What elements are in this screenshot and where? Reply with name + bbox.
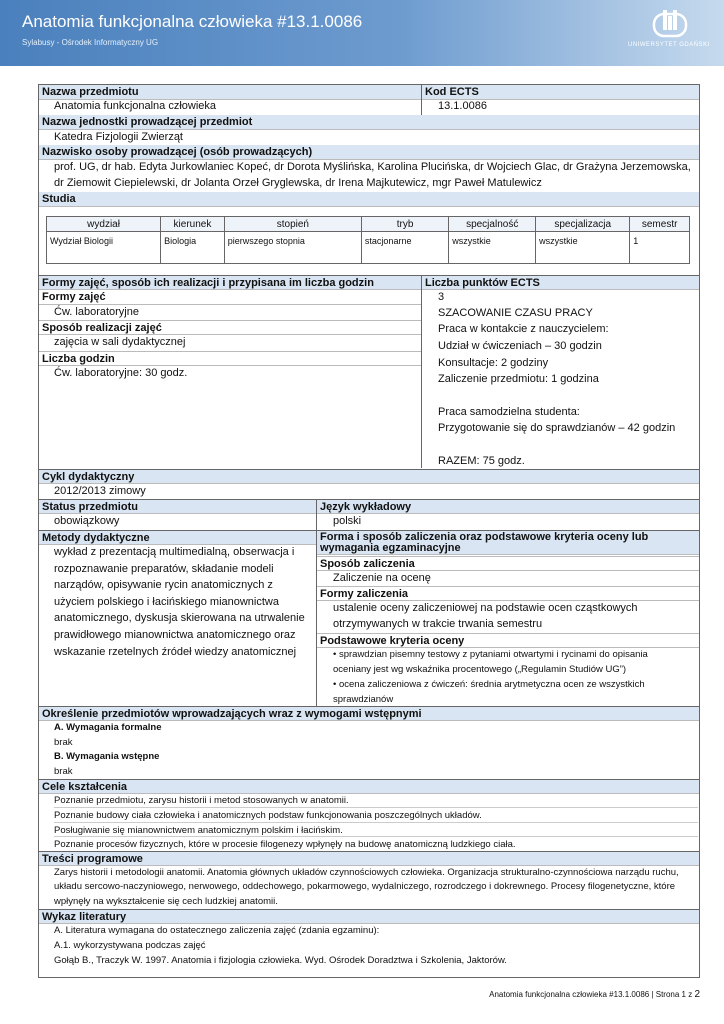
prereq-label: Określenie przedmiotów wprowadzających wraz z wymogami wstępnymi — [39, 706, 699, 721]
studies-cell: wszystkie — [536, 232, 630, 264]
goals-line: Poznanie procesów fizycznych, które w procesie filogenezy wpłynęły na budowę anatomiczną ludzkiego ciała. — [54, 836, 698, 852]
methods-line: narządów, opisywanie rycin anatomicznych z — [54, 579, 273, 591]
ects-line: Praca samodzielna studenta: — [438, 406, 580, 418]
content-line: wpłynęły na wykształcenie się cech ludzkiej anatomii. — [54, 896, 278, 907]
status-value: obowiązkowy — [54, 515, 120, 527]
ects-line: Praca w kontakcie z nauczycielem: — [438, 323, 609, 335]
forms-section-label: Formy zajęć, sposób ich realizacji i przypisana im liczba godzin — [39, 275, 421, 290]
assessment-label-line: wymagania egzaminacyjne — [320, 542, 461, 554]
assessment-forms-line: otrzymywanych w trakcie trwania semestru — [333, 618, 543, 630]
assessment-forms-label: Formy zaliczenia — [317, 586, 699, 601]
assessment-label-line: Forma i sposób zaliczenia oraz podstawowe kryteria oceny lub — [320, 531, 649, 543]
studies-header: kierunek — [161, 217, 225, 232]
ects-line: Konsultacje: 2 godziny — [438, 357, 549, 369]
goals-line: Poznanie budowy ciała człowieka i anatomicznych podstaw funkcjonowania poszczególnych układów. — [54, 807, 698, 823]
criteria-line: • ocena zaliczeniowa z ćwiczeń: średnia arytmetyczna ocen ze wszystkich — [333, 679, 645, 690]
methods-label: Metody dydaktyczne — [39, 530, 316, 545]
prereq-b-value: brak — [54, 766, 73, 777]
literature-line: Gołąb B., Traczyk W. 1997. Anatomia i fizjologia człowieka. Wyd. Ośrodek Doradztwa i Szkolenia, Jaktorów. — [54, 955, 507, 966]
language-value: polski — [333, 515, 362, 527]
unit-value: Katedra Fizjologii Zwierząt — [54, 131, 183, 143]
page-title: Anatomia funkcjonalna człowieka #13.1.0086 — [22, 12, 363, 31]
goals-line: Poznanie przedmiotu, zarysu historii i metod stosowanych w anatomii. — [54, 795, 349, 806]
page-header — [0, 0, 724, 66]
goals-line: Posługiwanie się mianownictwem anatomicznym polskim i łacińskim. — [54, 822, 698, 838]
studies-header: semestr — [630, 217, 690, 232]
course-name-label: Nazwa przedmiotu — [39, 85, 421, 100]
studies-header: tryb — [361, 217, 448, 232]
prereq-a-value: brak — [54, 737, 73, 748]
methods-line: użyciem polskiego i łacińskiego mianownictwa — [54, 596, 279, 608]
forms-label: Formy zajęć — [39, 290, 421, 305]
university-logo-icon — [652, 8, 688, 38]
criteria-label: Podstawowe kryteria oceny — [317, 633, 699, 648]
prereq-a-label: A. Wymagania formalne — [54, 722, 162, 733]
studies-cell: pierwszego stopnia — [224, 232, 361, 264]
studies-label: Studia — [39, 192, 699, 207]
forms-value: Ćw. laboratoryjne — [54, 306, 139, 318]
footer-total-pages: 2 — [694, 989, 700, 1000]
methods-line: anatomicznego, dyskusja skierowana na utrwalenie — [54, 612, 305, 624]
teachers-label: Nazwisko osoby prowadzącej (osób prowadzących) — [39, 145, 699, 160]
teachers-line-2: dr Ziemowit Ciepielewski, dr Jolanta Orzeł Gryglewska, dr Irena Majkutewicz, mgr Paweł Matulewicz — [54, 177, 542, 189]
methods-line: prawidłowego mianownictwa anatomicznego oraz — [54, 629, 296, 641]
ects-points-label: Liczba punktów ECTS — [422, 275, 699, 290]
hours-label: Liczba godzin — [39, 351, 421, 366]
divider — [421, 85, 422, 115]
goals-label: Cele kształcenia — [39, 779, 699, 794]
status-label: Status przedmiotu — [39, 499, 316, 514]
studies-cell: Wydział Biologii — [47, 232, 161, 264]
studies-cell: 1 — [630, 232, 690, 264]
teachers-line-1: prof. UG, dr hab. Edyta Jurkowlaniec Kopeć, dr Dorota Myślińska, Karolina Plucińska, dr Wojciech Glac, dr Grażyna Jerzemowska, — [54, 161, 691, 173]
methods-line: wskazanie rzetelnych źródeł wiedzy anatomicznej — [54, 646, 297, 658]
assessment-label — [317, 530, 699, 555]
studies-cell: Biologia — [161, 232, 225, 264]
content-label: Treści programowe — [39, 851, 699, 866]
course-name: Anatomia funkcjonalna człowieka — [54, 100, 217, 112]
cycle-label: Cykl dydaktyczny — [39, 469, 699, 484]
logo-text: UNIWERSYTET GDAŃSKI — [628, 42, 710, 48]
assessment-method-value: Zaliczenie na ocenę — [333, 572, 431, 584]
literature-line: A.1. wykorzystywana podczas zajęć — [54, 940, 206, 951]
method-label: Sposób realizacji zajęć — [39, 320, 421, 335]
ects-line: RAZEM: 75 godz. — [438, 455, 525, 467]
criteria-line: oceniany jest wg wskaźnika procentowego („Regulamin Studiów UG”) — [333, 664, 627, 675]
footer-text: Anatomia funkcjonalna człowieka #13.1.0086 | Strona 1 z — [489, 990, 693, 999]
studies-header: stopień — [224, 217, 361, 232]
criteria-line: sprawdzianów — [333, 694, 394, 705]
ects-line: SZACOWANIE CZASU PRACY — [438, 307, 593, 319]
methods-line: rozpoznawanie preparatów, składanie modeli — [54, 563, 274, 575]
criteria-line: • sprawdzian pisemny testowy z pytaniami otwartymi i rycinami do opisania — [333, 649, 648, 660]
prereq-b-label: B. Wymagania wstępne — [54, 751, 160, 762]
ects-line: Przygotowanie się do sprawdzianów – 42 godzin — [438, 422, 676, 434]
studies-cell: stacjonarne — [361, 232, 448, 264]
assessment-method-label: Sposób zaliczenia — [317, 556, 699, 571]
hours-value: Ćw. laboratoryjne: 30 godz. — [54, 367, 188, 379]
unit-label: Nazwa jednostki prowadzącej przedmiot — [39, 115, 699, 130]
studies-header: specjalność — [449, 217, 536, 232]
studies-header: specjalizacja — [536, 217, 630, 232]
cycle-value: 2012/2013 zimowy — [54, 485, 146, 497]
page-subtitle: Sylabusy - Ośrodek Informatyczny UG — [22, 38, 159, 47]
page-footer — [489, 989, 700, 1000]
literature-label: Wykaz literatury — [39, 909, 699, 924]
ects-code: 13.1.0086 — [438, 100, 487, 112]
ects-points-value: 3 — [438, 291, 445, 303]
content-line: Zarys historii i metodologii anatomii. Anatomia głównych układów czynnościowych człowieka. Organizacja strukturalno-czynnościowa narządu ruchu, — [54, 867, 679, 878]
ects-line: Udział w ćwiczeniach – 30 godzin — [438, 340, 602, 352]
ects-line: Zaliczenie przedmiotu: 1 godzina — [438, 373, 599, 385]
literature-line: A. Literatura wymagana do ostatecznego zaliczenia zajęć (zdania egzaminu): — [54, 925, 380, 936]
language-label: Język wykładowy — [317, 499, 699, 514]
studies-table — [46, 216, 690, 264]
assessment-forms-line: ustalenie oceny zaliczeniowej na podstawie ocen cząstkowych — [333, 602, 638, 614]
table-row — [47, 232, 690, 264]
method-value: zajęcia w sali dydaktycznej — [54, 336, 186, 348]
content-line: układu sercowo-naczyniowego, nerwowego, oddechowego, pokarmowego, wydalniczego, rozrodczego i dokrewnego. Procesy filogenetyczne, które — [54, 881, 676, 892]
divider — [421, 275, 422, 468]
ects-code-label: Kod ECTS — [422, 85, 699, 100]
methods-line: wykład z prezentacją multimedialną, obserwacja i — [54, 546, 295, 558]
studies-header: wydział — [47, 217, 161, 232]
studies-cell: wszystkie — [449, 232, 536, 264]
